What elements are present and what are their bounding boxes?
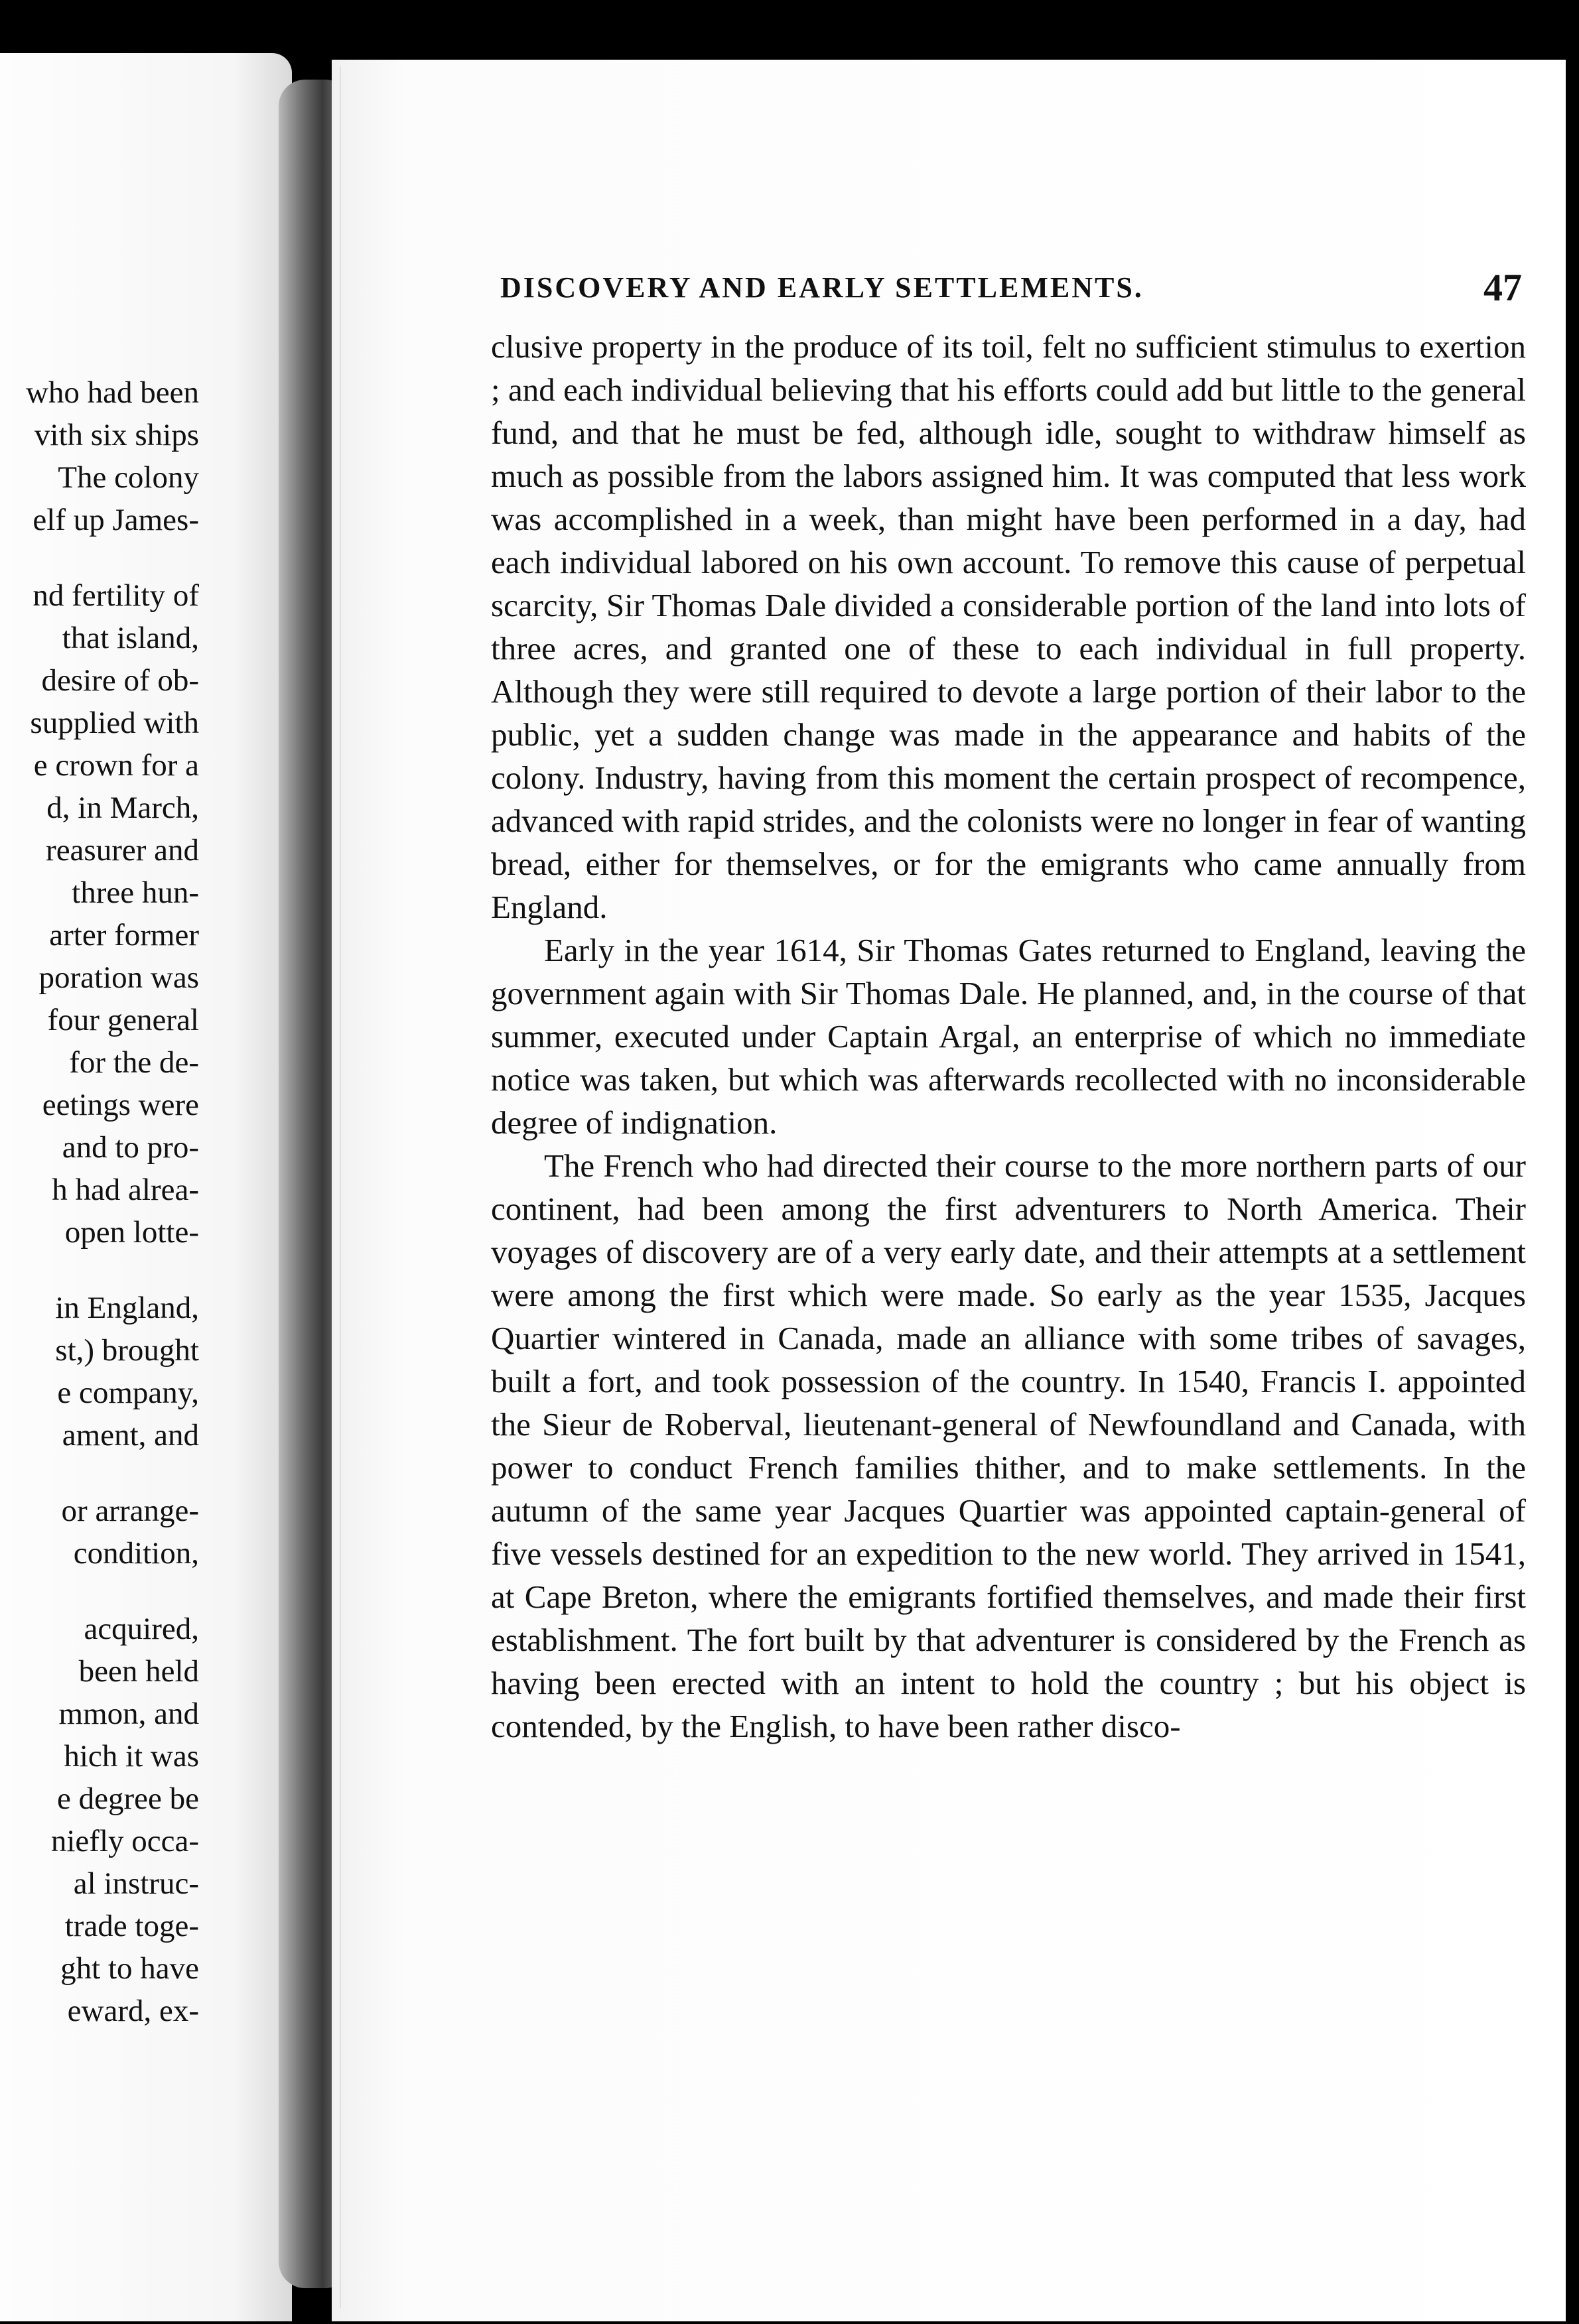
left-page-gap [0,1456,199,1490]
paragraph: clusive property in the produce of its toil, felt no sufficient stimulus to exertion ; and each individual believing that his efforts could add but little to the general fund, and that he must be fed, although idle, sought to withdraw himself as much as possible from the labors assigned him. It was computed that less work was accomplished in a week, than might have been performed in a day, had each individual labored on his own account. To remove this cause of perpetual scarcity, Sir Thomas Dale divided a considerable portion of the land into lots of three acres, and granted one of these to each individual in full property. Although they were still required to devote a large portion of their labor to the public, yet a sudden change was made in the appearance and habits of the colony. Industry, having from this moment the certain prospect of recompence, advanced with rapid strides, and the colonists were no longer in fear of wanting bread, either for themselves, or for the emigrants who came annually from England. [491,328,1526,925]
left-page-line: vith six ships [34,418,199,452]
left-page-line: who had been [25,375,199,410]
left-page-line: ament, and [62,1418,199,1452]
left-page-line: or arrange- [61,1494,199,1528]
left-page-line: The colony [58,460,199,495]
left-page-line: e company, [57,1376,199,1410]
left-page-gap [0,1575,199,1608]
left-page-line: reasurer and [46,833,199,868]
left-page-line: been held [78,1654,199,1689]
left-page-line: eetings were [42,1088,199,1122]
left-page-line: ght to have [60,1951,199,1986]
left-page [0,53,292,2321]
left-page-line: niefly occa- [50,1824,199,1858]
left-page-line: open lotte- [64,1215,199,1250]
body-text [491,325,1526,1748]
left-page-line: poration was [38,960,199,995]
left-page-line: in England, [55,1291,199,1325]
left-page-line: and to pro- [62,1130,199,1165]
left-page-line: mmon, and [58,1697,199,1731]
right-page [332,60,1566,2321]
left-page-line: that island, [62,621,199,655]
left-page-line: st,) brought [55,1333,199,1368]
left-page-line: acquired, [84,1612,199,1646]
left-page-line: al instruc- [73,1866,199,1901]
left-page-line: eward, ex- [67,1994,199,2028]
left-page-line: e degree be [57,1781,199,1816]
left-page-text [0,371,199,2032]
left-page-line: arter former [49,918,199,952]
left-page-line: e crown for a [33,748,199,783]
left-page-line: three hun- [72,875,199,910]
left-page-line: trade toge- [64,1909,199,1943]
left-page-line: elf up James- [33,503,199,537]
left-page-line: d, in March, [46,791,199,825]
left-page-gap [0,1254,199,1287]
left-page-line: desire of ob- [41,663,199,698]
left-page-gap [0,541,199,574]
left-page-line: supplied with [30,706,199,740]
left-page-line: for the de- [69,1045,199,1080]
left-page-line: condition, [73,1536,199,1571]
left-page-line: hich it was [64,1739,199,1774]
left-page-line: h had alrea- [52,1173,199,1207]
paragraph: The French who had directed their course to the more northern parts of our continent, had been among the first adventurers to North America. Their voyages of discovery are of a very early date, and their attempts at a settlement were among the first which were made. So early as the year 1535, Jacques Quartier wintered in Canada, made an alliance with some tribes of savages, built a fort, and took possession of the country. In 1540, Francis I. appointed the Sieur de Roberval, lieutenant-general of Newfoundland and Canada, with power to conduct French families thither, and to make settlements. In the autumn of the same year Jacques Quartier was appointed captain-general of five vessels destined for an expedition to the new world. They arrived in 1541, at Cape Breton, where the emigrants fortified themselves, and made their first establishment. The fort built by that adventurer is considered by the French as having been erected with an intent to hold the country ; but his object is contended, by the English, to have been rather disco- [491,1147,1526,1744]
left-page-line: four general [47,1003,199,1037]
running-title: DISCOVERY AND EARLY SETTLEMENTS. [500,271,1144,304]
paragraph: Early in the year 1614, Sir Thomas Gates returned to England, leaving the government again with Sir Thomas Dale. He planned, and, in the course of that summer, executed under Captain Argal, an enterprise of which no immediate notice was taken, but which was afterwards recollected with no inconsiderable degree of indignation. [491,932,1526,1141]
page-number: 47 [1483,266,1522,309]
left-page-line: nd fertility of [33,578,199,613]
